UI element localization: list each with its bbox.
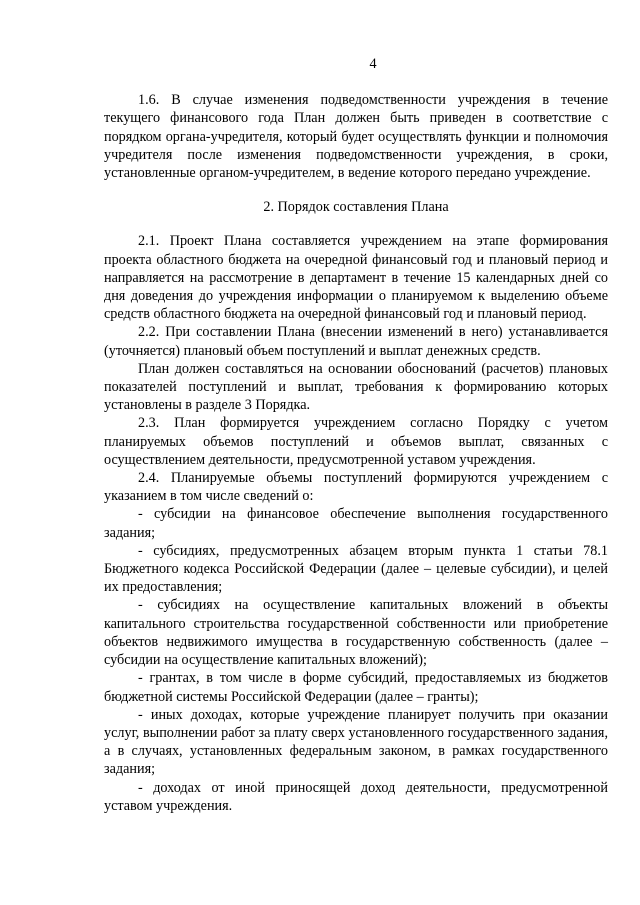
paragraph-plan-basis: План должен составляться на основании обоснований (расчетов) плановых показателей поступлений и выплат, требования к формированию которых установлены в разделе 3 Порядка.: [104, 360, 608, 414]
list-item-other-income: - иных доходах, которые учреждение планирует получить при оказании услуг, выполнении работ за плату сверх установленного государственного задания, а в случаях, установленных федеральным законом, в рамках государственного задания;: [104, 706, 608, 778]
paragraph-2-1: 2.1. Проект Плана составляется учреждением на этапе формирования проекта областного бюджета на очередной финансовый год и плановый период и направляется на рассмотрение в департамент в течение 15 календарных дней со дня доведения до учреждения информации о планируемом к выделению объеме средств областного бюджета на очередной финансовый год и плановый период.: [104, 233, 608, 323]
document-page: [104, 55, 608, 815]
paragraph-1-6: 1.6. В случае изменения подведомственности учреждения в течение текущего финансового года План должен быть приведен в соответствие с порядком органа-учредителя, который будет осуществлять функции и полномочия учредителя после изменения подведомственности учреждения, в сроки, установленные органом-учредителем, в ведение которого передано учреждение.: [104, 92, 608, 182]
paragraph-2-4: 2.4. Планируемые объемы поступлений формируются учреждением с указанием в том числе сведений о:: [104, 470, 608, 505]
page-number: 4: [369, 56, 377, 72]
list-item-income-activity: - доходах от иной приносящей доход деятельности, предусмотренной уставом учреждения.: [104, 779, 608, 814]
list-item-subsidy-state-task: - субсидии на финансовое обеспечение выполнения государственного задания;: [104, 506, 608, 541]
paragraph-2-3: 2.3. План формируется учреждением согласно Порядку с учетом планируемых объемов поступлений и объемов выплат, связанных с осуществлением деятельности, предусмотренной уставом учреждения.: [104, 415, 608, 468]
list-item-grants: - грантах, в том числе в форме субсидий, предоставляемых из бюджетов бюджетной системы Российской Федерации (далее – гранты);: [104, 670, 608, 705]
list-item-capital-subsidies: - субсидиях на осуществление капитальных вложений в объекты капитального строительства государственной собственности или приобретение объектов недвижимого имущества в государственную собственность (далее – субсидии на осуществление капитальных вложений);: [104, 597, 608, 669]
section-heading: 2. Порядок составления Плана: [263, 199, 449, 216]
list-item-target-subsidies: - субсидиях, предусмотренных абзацем вторым пункта 1 статьи 78.1 Бюджетного кодекса Российской Федерации (далее – целевые субсидии), и целей их предоставления;: [104, 542, 608, 596]
paragraph-2-2: 2.2. При составлении Плана (внесении изменений в него) устанавливается (уточняется) плановый объем поступлений и выплат денежных средств.: [104, 324, 608, 359]
